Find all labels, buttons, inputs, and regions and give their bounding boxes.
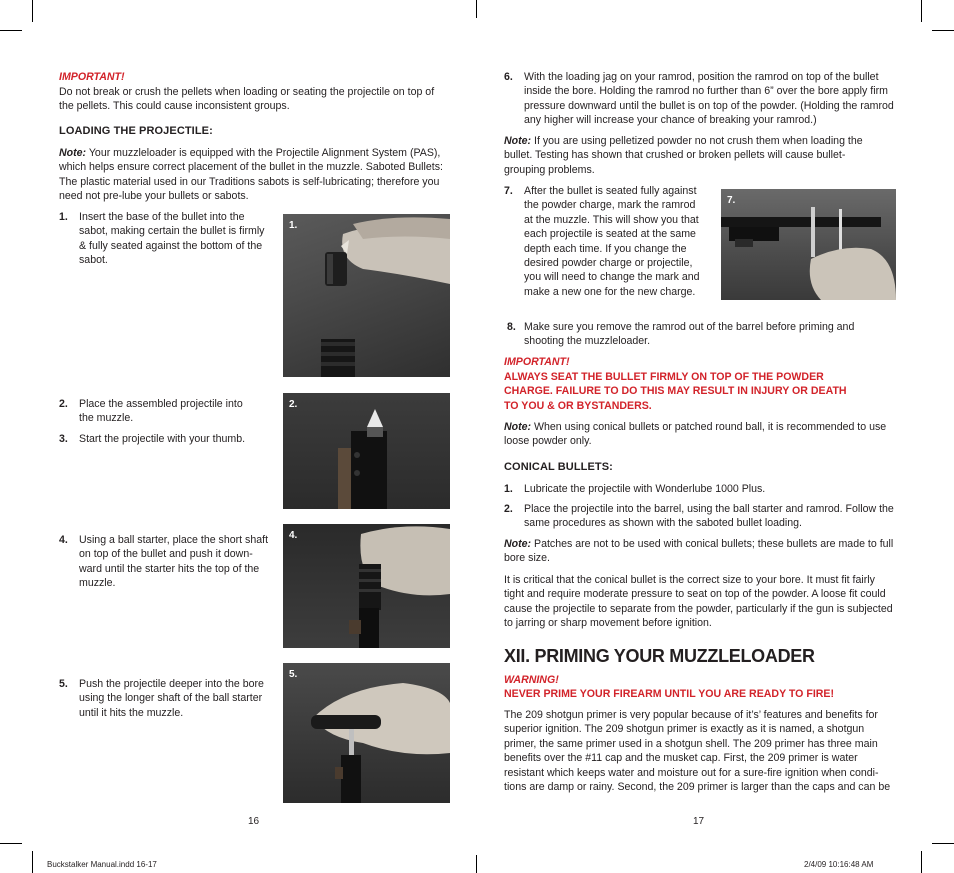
- photo-step-5: [283, 663, 450, 803]
- note-conical-powder: [504, 420, 896, 449]
- note-paragraph: [59, 146, 451, 204]
- warning-text: NEVER PRIME YOUR FIREARM UNTIL YOU ARE READY TO FIRE!: [504, 688, 835, 700]
- crop-mark: [0, 843, 22, 844]
- note-text: Patches are not to be used with conical bullets; these bullets are made to full bore size.: [504, 538, 894, 565]
- section-title: XII. PRIMING YOUR MUZZLELOADER: [504, 646, 815, 666]
- step-number: 3.: [59, 433, 68, 445]
- important-label: IMPORTANT!: [59, 71, 125, 83]
- note-label: Note:: [504, 421, 532, 433]
- page-number-left: 16: [248, 816, 260, 827]
- note-patches: [504, 537, 896, 566]
- step-text: Place the projectile into the barrel, using the ball starter and ramrod. Follow the same procedures as shown with the saboted bullet loading.: [524, 503, 894, 530]
- photo-label: 1.: [289, 220, 298, 231]
- step-text: Make sure you remove the ramrod out of the barrel before priming and shooting the muzzleloader.: [524, 321, 855, 348]
- step-1: [59, 210, 273, 268]
- step-number: 2.: [504, 503, 513, 515]
- conical-heading: CONICAL BULLETS:: [504, 461, 613, 473]
- crop-mark: [32, 851, 33, 873]
- conical-step-1: [504, 482, 896, 496]
- step-number: 1.: [504, 483, 513, 495]
- crop-mark: [32, 0, 33, 22]
- step-number: 2.: [59, 398, 68, 410]
- important-text: Do not break or crush the pellets when loading or seating the projectile on top of the pellets. This could cause inconsistent groups.: [59, 86, 435, 113]
- step-5: [59, 677, 273, 720]
- warning-label: WARNING!: [504, 674, 559, 686]
- step-4: [59, 533, 273, 591]
- note-text: Your muzzleloader is equipped with the Projectile Alignment System (PAS), which helps ensure correct placement of the bullet in the muzzle. Saboted Bullets: The plastic material used in our Traditions sabots is self-lubricating; therefore you need not pre-lube your bullets or sabots.: [59, 147, 443, 203]
- step-text: Push the projectile deeper into the bore using the longer shaft of the ball starter until it hits the muzzle.: [79, 678, 264, 719]
- crop-mark: [932, 30, 954, 31]
- crop-mark: [921, 851, 922, 873]
- step-2: [59, 397, 259, 426]
- critical-paragraph: It is critical that the conical bullet is the correct size to your bore. It must fit fairly tight and require moderate pressure to seat on top of the powder. A loose fit could cause the projectile to separate from the powder, particularly if the gun is subjected to jarring or sharp movement before ignition.: [504, 574, 893, 630]
- photo-label: 2.: [289, 399, 298, 410]
- step-text: Start the projectile with your thumb.: [79, 433, 246, 445]
- note-label: Note:: [504, 135, 532, 147]
- important-text-right: ALWAYS SEAT THE BULLET FIRMLY ON TOP OF THE POWDER CHARGE. FAILURE TO DO THIS MAY RESULT IN INJURY OR DEATH TO YOU & OR BYSTANDERS.: [504, 371, 847, 412]
- step-text: Lubricate the projectile with Wonderlube 1000 Plus.: [524, 483, 766, 495]
- primer-paragraph: The 209 shotgun primer is very popular because of it’s’ features and benefits for superior ignition. The 209 shotgun primer is exactly as it is named, a shotgun primer, the same primer used in a shotgun shell. The 209 primer has three main benefits over the #11 cap and the musket cap. First, the 209 primer is water resistant which keeps water and moisture out for a sure-fire ignition when condi-tions are damp or rainy. Second, the 209 primer is larger than the caps and can be: [504, 709, 891, 794]
- crop-mark: [932, 843, 954, 844]
- important-label-right: IMPORTANT!: [504, 356, 570, 368]
- photo-label: 4.: [289, 530, 298, 541]
- photo-step-2: [283, 393, 450, 509]
- photo-step-7-illustration: [721, 189, 896, 300]
- footer-file-name: Buckstalker Manual.indd 16-17: [47, 860, 157, 869]
- photo-step-5-illustration: [283, 663, 450, 803]
- photo-step-7: [721, 189, 896, 300]
- step-3: [59, 432, 279, 446]
- photo-step-2-illustration: [283, 393, 450, 509]
- photo-label: 5.: [289, 669, 298, 680]
- crop-mark: [476, 0, 477, 18]
- photo-label: 7.: [727, 195, 736, 206]
- step-number: 4.: [59, 534, 68, 546]
- step-7: [504, 184, 706, 299]
- note-label: Note:: [59, 147, 87, 159]
- step-text: After the bullet is seated fully against the powder charge, mark the ramrod at the muzzle. This will show you that each projectile is seated at the same depth each time. If you change the desired powder charge or projectile, you will need to change the mark and make a new one for the new charge.: [524, 185, 700, 298]
- note-label: Note:: [504, 538, 532, 550]
- note-text: If you are using pelletized powder no not crush them when loading the bullet. Testing has shown that crushed or broken pellets will cause bullet-grouping problems.: [504, 135, 863, 176]
- crop-mark: [921, 0, 922, 22]
- crop-mark: [476, 855, 477, 873]
- footer-timestamp: 2/4/09 10:16:48 AM: [804, 860, 874, 869]
- step-text: Insert the base of the bullet into the sabot, making certain the bullet is firmly & fully seated against the bottom of the sabot.: [79, 211, 265, 267]
- step-text: With the loading jag on your ramrod, position the ramrod on top of the bullet inside the bore. Holding the ramrod no further than 6” over the bore apply firm pressure downward until the bullet is on top of the powder. (Holding the ramrod any higher will increase your chance of breaking your ramrod.): [524, 71, 894, 127]
- step-number: 6.: [504, 71, 513, 83]
- step-6: [504, 70, 896, 128]
- photo-step-1: [283, 214, 450, 377]
- step-number: 1.: [59, 211, 68, 223]
- note-pelletized: [504, 134, 874, 177]
- step-text: Using a ball starter, place the short shaft on top of the bullet and push it down-ward until the starter hits the top of the muzzle.: [79, 534, 269, 590]
- step-number: 7.: [504, 185, 513, 197]
- conical-step-2: [504, 502, 896, 531]
- crop-mark: [0, 30, 22, 31]
- step-8: [507, 320, 899, 349]
- page-number-right: 17: [693, 816, 705, 827]
- step-text: Place the assembled projectile into the muzzle.: [79, 398, 243, 425]
- note-text: When using conical bullets or patched round ball, it is recommended to use loose powder only.: [504, 421, 887, 448]
- step-number: 5.: [59, 678, 68, 690]
- photo-step-1-illustration: [283, 214, 450, 377]
- photo-step-4: [283, 524, 450, 648]
- loading-heading: LOADING THE PROJECTILE:: [59, 125, 213, 137]
- step-number: 8.: [507, 321, 516, 333]
- photo-step-4-illustration: [283, 524, 450, 648]
